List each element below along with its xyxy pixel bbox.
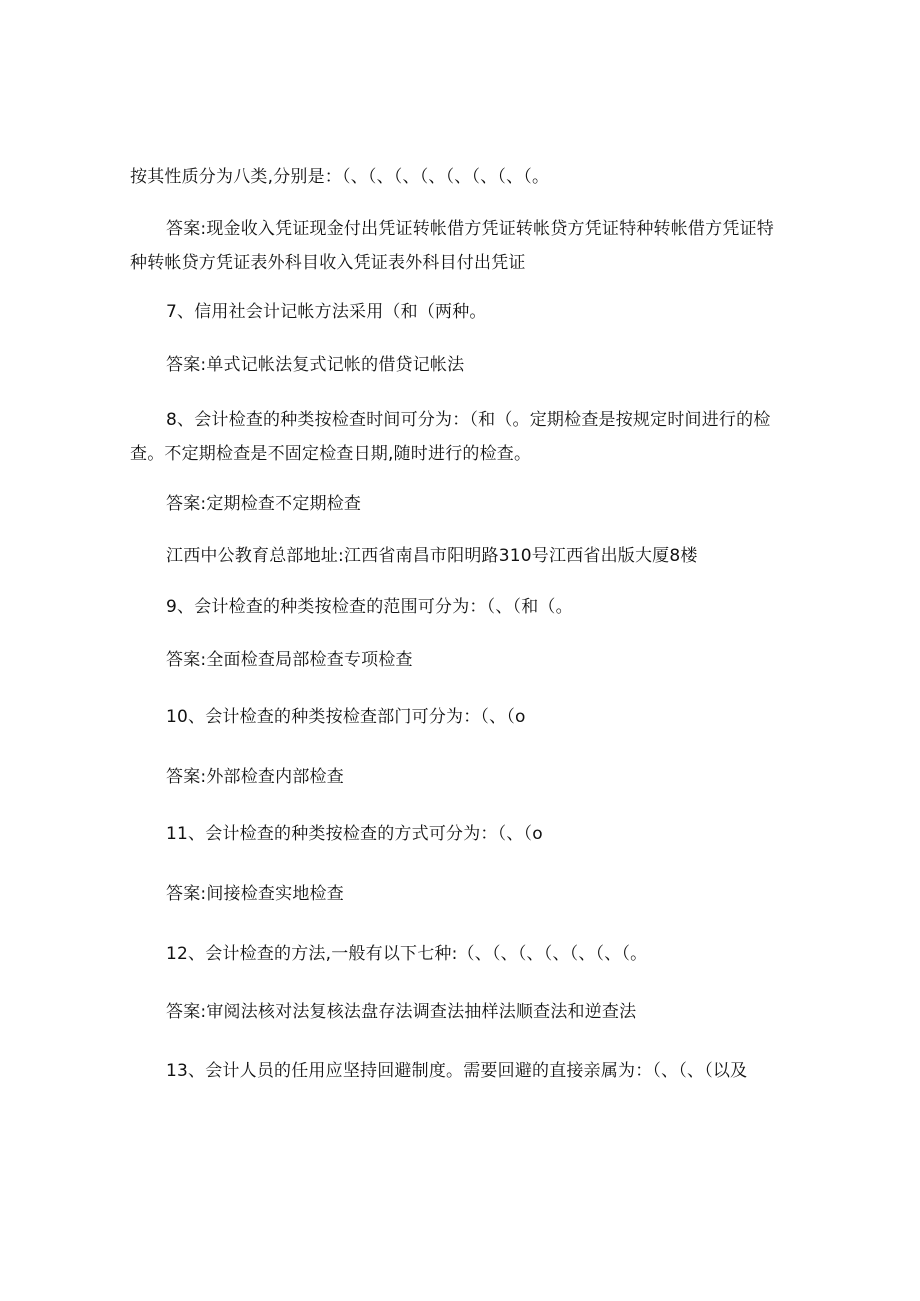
address-note: 江西中公教育总部地址:江西省南昌市阳明路310号江西省出版大厦8楼: [166, 546, 698, 566]
question-10: 10、会计检查的种类按检查部门可分为：（、（o: [166, 707, 526, 727]
paragraph-voucher-categories: 按其性质分为八类,分别是：（、（、（、（、（、（、（、（。: [130, 167, 550, 187]
answer-9: 答案:全面检查局部检查专项检查: [166, 650, 413, 670]
answer-10: 答案:外部检查内部检查: [166, 767, 344, 787]
question-13: 13、会计人员的任用应坚持回避制度。需要回避的直接亲属为：（、（、（以及: [166, 1061, 748, 1081]
answer-8: 答案:定期检查不定期检查: [166, 494, 362, 514]
question-12: 12、会计检查的方法,一般有以下七种:（、（、（、（、（、（、（。: [166, 944, 648, 964]
answer-11: 答案:间接检查实地检查: [166, 884, 344, 904]
answer-voucher-categories: 答案:现金收入凭证现金付出凭证转帐借方凭证转帐贷方凭证特种转帐借方凭证特种转帐贷方凭证表外科目收入凭证表外科目付出凭证: [130, 219, 774, 273]
question-11: 11、会计检查的种类按检查的方式可分为：（、（o: [166, 824, 543, 844]
answer-7: 答案:单式记帐法复式记帐的借贷记帐法: [166, 355, 465, 375]
question-7: 7、信用社会计记帐方法采用（和（两种。: [166, 302, 487, 322]
question-8: 8、会计检查的种类按检查时间可分为：（和（。定期检查是按规定时间进行的检查。不定期检查是不固定检查日期,随时进行的检查。: [130, 410, 771, 464]
answer-12: 答案:审阅法核对法复核法盘存法调查法抽样法顺查法和逆查法: [166, 1002, 637, 1022]
question-9: 9、会计检查的种类按检查的范围可分为：（、（和（。: [166, 597, 573, 617]
